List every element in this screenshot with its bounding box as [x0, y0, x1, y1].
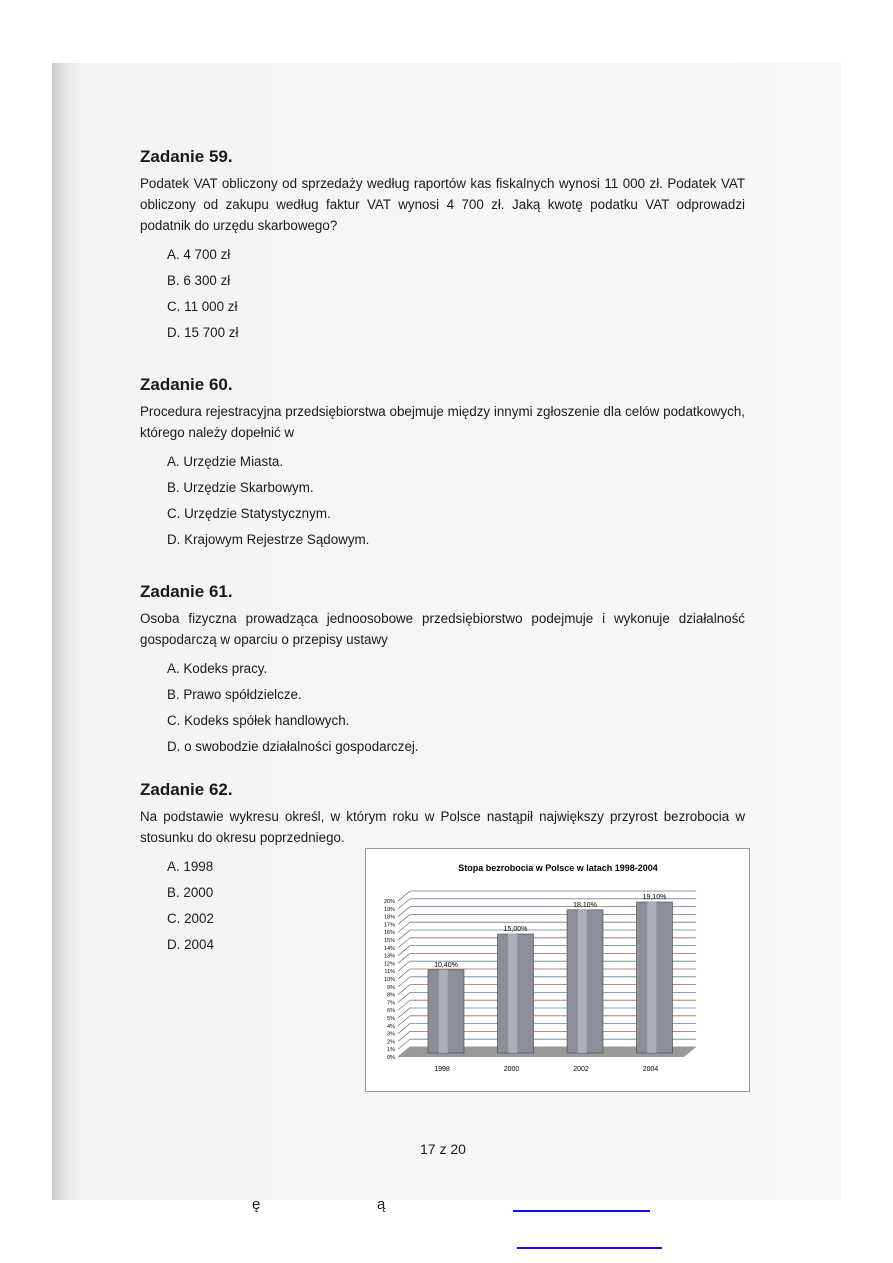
bar-highlight	[578, 910, 587, 1053]
task-text: Procedura rejestracyjna przedsiębiorstwa obejmuje między innymi zgłoszenie dla celów podatkowych, którego należy dopełnić w	[140, 404, 745, 440]
data-label: 15,00%	[503, 926, 528, 933]
y-tick-label: 14%	[383, 945, 395, 952]
bar-highlight	[439, 970, 448, 1053]
grid-line	[398, 1039, 410, 1049]
task-title: Zadanie 59.	[140, 147, 233, 166]
y-tick-label: 3%	[387, 1031, 395, 1038]
task-60	[140, 375, 745, 553]
grid-line	[398, 930, 410, 940]
x-tick-label: 2004	[642, 1066, 659, 1073]
grid-line	[398, 899, 410, 909]
y-tick-label: 10%	[383, 977, 395, 983]
data-label: 19,10%	[642, 894, 667, 902]
option: A. 1998	[167, 859, 214, 874]
y-tick-label: 18%	[383, 914, 395, 921]
grid-line	[398, 907, 410, 917]
page-number: 17 z 20	[420, 1141, 466, 1157]
y-tick-label: 15%	[383, 938, 395, 944]
grid-line	[398, 961, 410, 971]
x-tick-label: 2000	[503, 1066, 520, 1073]
y-tick-label: 13%	[383, 953, 395, 960]
bar-highlight	[647, 902, 656, 1053]
grid-line	[398, 969, 410, 979]
option: B. 2000	[167, 885, 214, 900]
y-tick-label: 7%	[387, 1000, 395, 1007]
option: D. o swobodzie działalności gospodarczej.	[167, 739, 419, 754]
y-tick-label: 17%	[383, 922, 395, 929]
y-tick-label: 20%	[383, 899, 395, 905]
task-text: Podatek VAT obliczony od sprzedaży według raportów kas fiskalnych wynosi 11 000 zł. Podatek VAT obliczony od zakupu według faktur VAT wynosi 4 700 zł. Jaką kwotę podatku VAT odprowadzi podatnik do urzędu skarbowego?	[140, 176, 745, 233]
task-title: Zadanie 61.	[140, 582, 233, 601]
y-tick-label: 6%	[387, 1008, 395, 1015]
y-tick-label: 2%	[387, 1039, 395, 1046]
option: B. Urzędzie Skarbowym.	[167, 480, 314, 495]
chart-svg	[366, 849, 749, 1091]
y-tick-label: 11%	[384, 969, 395, 976]
task-title: Zadanie 62.	[140, 780, 233, 799]
y-tick-label: 0%	[387, 1055, 395, 1061]
grid-line	[398, 1031, 410, 1041]
grid-line	[398, 992, 410, 1002]
link-underline[interactable]	[513, 1210, 650, 1212]
unemployment-chart	[365, 848, 750, 1092]
y-tick-label: 16%	[383, 930, 395, 937]
option: C. Kodeks spółek handlowych.	[167, 713, 350, 728]
task-59	[140, 147, 745, 346]
option: A. 4 700 zł	[167, 247, 231, 262]
grid-line	[398, 1000, 410, 1010]
footer-artifact: ę	[252, 1196, 261, 1213]
task-title: Zadanie 60.	[140, 375, 233, 394]
grid-line	[398, 914, 410, 924]
y-tick-label: 5%	[387, 1016, 395, 1022]
grid-line	[398, 953, 410, 963]
grid-line	[398, 922, 410, 932]
grid-line	[398, 946, 410, 956]
task-text: Osoba fizyczna prowadząca jednoosobowe przedsiębiorstwo podejmuje i wykonuje działalność gospodarczą w oparciu o przepisy ustawy	[140, 611, 745, 647]
option: C. 2002	[167, 911, 214, 926]
y-tick-label: 4%	[387, 1023, 395, 1030]
chart-title: Stopa bezrobocia w Polsce w latach 1998-2004	[458, 863, 658, 873]
bar-highlight	[508, 934, 517, 1053]
grid-line	[398, 1008, 410, 1018]
grid-line	[398, 1024, 410, 1034]
task-61	[140, 582, 745, 760]
link-underline[interactable]	[517, 1247, 662, 1249]
x-tick-label: 1998	[434, 1066, 450, 1073]
grid-line	[398, 1016, 410, 1026]
y-tick-label: 9%	[387, 984, 395, 991]
option: D. 15 700 zł	[167, 325, 239, 340]
option: C. Urzędzie Statystycznym.	[167, 506, 331, 521]
y-tick-label: 19%	[383, 906, 395, 913]
option: D. 2004	[167, 937, 214, 952]
footer-artifact: ą	[377, 1196, 386, 1213]
data-label: 18,10%	[573, 901, 597, 909]
option: B. Prawo spółdzielcze.	[167, 687, 302, 702]
x-tick-label: 2002	[573, 1066, 589, 1073]
option: C. 11 000 zł	[167, 299, 238, 314]
option: A. Urzędzie Miasta.	[167, 454, 284, 469]
y-tick-label: 1%	[387, 1047, 395, 1054]
option: B. 6 300 zł	[167, 273, 231, 288]
grid-line	[398, 938, 410, 948]
grid-line	[398, 977, 410, 987]
task-text: Na podstawie wykresu określ, w którym roku w Polsce nastąpił największy przyrost bezrobocia w stosunku do okresu poprzedniego.	[140, 809, 745, 845]
grid-line	[398, 985, 410, 995]
y-tick-label: 8%	[387, 992, 395, 999]
grid-line	[398, 891, 410, 901]
y-tick-label: 12%	[383, 961, 395, 968]
option: D. Krajowym Rejestrze Sądowym.	[167, 532, 370, 547]
data-label: 10,40%	[434, 961, 458, 969]
option: A. Kodeks pracy.	[167, 661, 268, 676]
